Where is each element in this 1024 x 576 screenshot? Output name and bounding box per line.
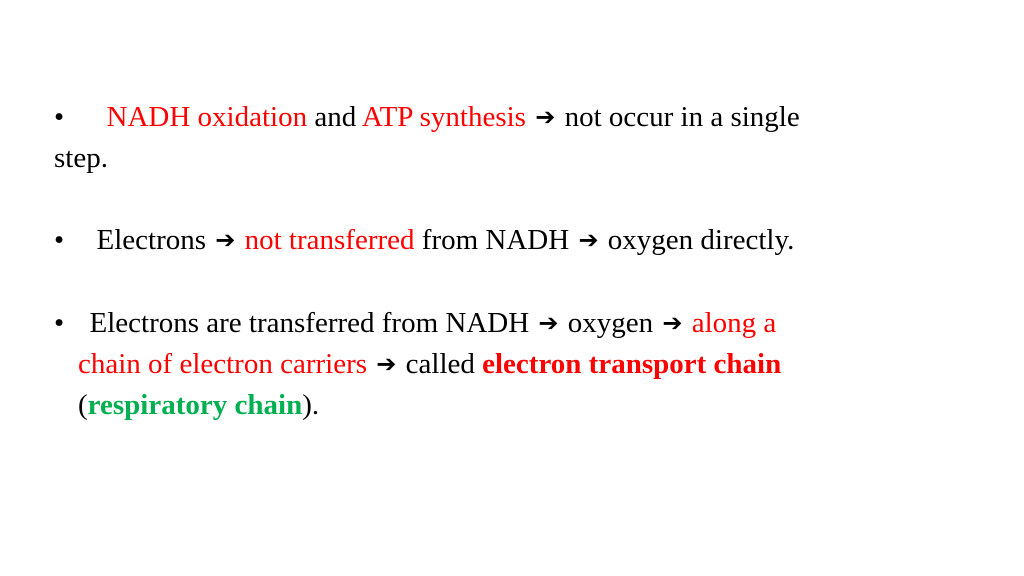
open-paren-text: ( — [78, 389, 88, 421]
not-transferred-text: not transferred — [244, 224, 415, 256]
bullet-3-line-3 — [54, 385, 934, 426]
electrons-text: Electrons — [96, 224, 207, 256]
bullet-3-line-2 — [54, 344, 934, 385]
electrons-transferred-text: Electrons are transferred from NADH — [89, 307, 530, 339]
bullet-3 — [54, 303, 934, 426]
bullet-marker: • — [54, 307, 65, 339]
close-paren-text: ). — [302, 389, 320, 421]
step-text: step. — [54, 142, 108, 174]
electron-transport-chain-text: electron transport chain — [482, 348, 782, 380]
bullet-2-line-1 — [54, 220, 934, 261]
atp-synthesis-text: ATP synthesis — [361, 101, 526, 133]
right-arrow-icon: ➔ — [215, 226, 236, 254]
right-arrow-icon: ➔ — [662, 309, 683, 337]
chain-of-carriers-text: chain of electron carriers — [78, 348, 368, 380]
from-nadh-text: from NADH — [421, 224, 570, 256]
nadh-oxidation-text: NADH oxidation — [106, 101, 308, 133]
right-arrow-icon: ➔ — [376, 350, 397, 378]
bullet-1-line-2 — [54, 138, 934, 179]
bullet-1 — [54, 97, 934, 179]
bullet-3-line-1 — [54, 303, 934, 344]
right-arrow-icon: ➔ — [538, 309, 559, 337]
and-text: and — [314, 101, 357, 133]
right-arrow-icon: ➔ — [535, 103, 556, 131]
not-occur-text: not occur in a single — [564, 101, 800, 133]
called-text: called — [405, 348, 475, 380]
right-arrow-icon: ➔ — [578, 226, 599, 254]
bullet-marker: • — [54, 224, 65, 256]
oxygen-text: oxygen — [567, 307, 654, 339]
along-a-text: along a — [691, 307, 777, 339]
bullet-marker: • — [54, 101, 65, 133]
bullet-1-line-1 — [54, 97, 934, 138]
respiratory-chain-text: respiratory chain — [87, 389, 303, 421]
oxygen-directly-text: oxygen directly. — [607, 224, 795, 256]
bullet-2 — [54, 220, 934, 261]
